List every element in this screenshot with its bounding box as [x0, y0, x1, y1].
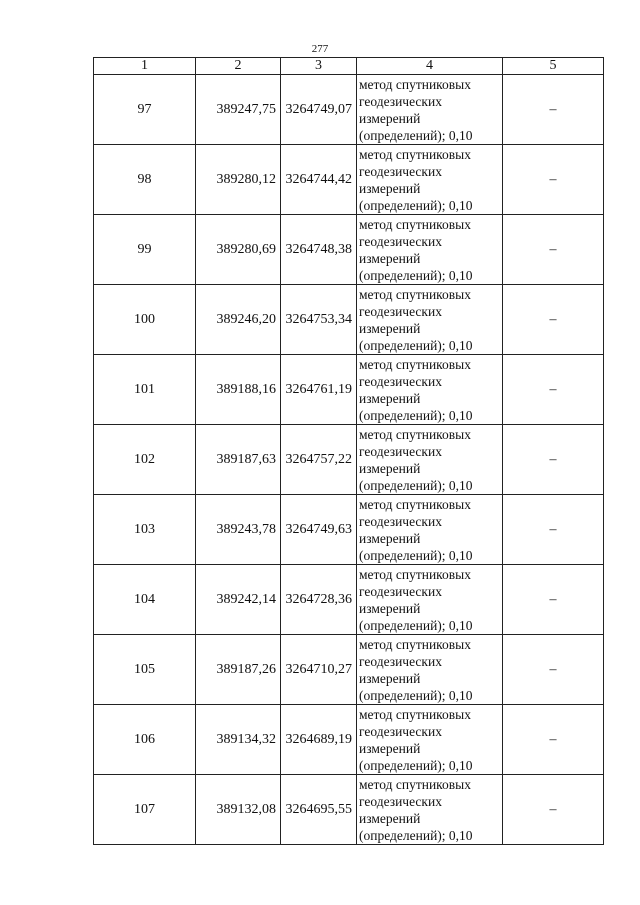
column-5-cell: – [503, 285, 604, 355]
method-cell [357, 75, 503, 145]
y-coordinate-cell: 3264749,07 [281, 75, 357, 145]
x-coordinate-cell: 389187,26 [196, 635, 281, 705]
x-coordinate-cell: 389243,78 [196, 495, 281, 565]
method-line-2: геодезических [359, 793, 442, 809]
method-line-1: метод спутниковых [359, 286, 471, 302]
method-line-1: метод спутниковых [359, 706, 471, 722]
method-line-4: (определений); 0,10 [359, 617, 473, 633]
method-line-3: измерений [359, 670, 421, 686]
method-line-3: измерений [359, 180, 421, 196]
y-coordinate-cell: 3264761,19 [281, 355, 357, 425]
y-coordinate-cell: 3264749,63 [281, 495, 357, 565]
method-line-4: (определений); 0,10 [359, 687, 473, 703]
method-cell [357, 425, 503, 495]
method-cell [357, 635, 503, 705]
method-line-3: измерений [359, 530, 421, 546]
method-line-3: измерений [359, 810, 421, 826]
x-coordinate-cell: 389247,75 [196, 75, 281, 145]
method-cell [357, 145, 503, 215]
method-line-4: (определений); 0,10 [359, 757, 473, 773]
method-line-2: геодезических [359, 513, 442, 529]
point-number-cell: 106 [94, 705, 196, 775]
table-row [94, 635, 604, 705]
column-5-cell: – [503, 635, 604, 705]
table-row [94, 355, 604, 425]
method-cell [357, 705, 503, 775]
x-coordinate-cell: 389134,32 [196, 705, 281, 775]
point-number-cell: 99 [94, 215, 196, 285]
method-line-1: метод спутниковых [359, 216, 471, 232]
method-cell [357, 285, 503, 355]
header-col-1: 1 [94, 58, 196, 75]
point-number-cell: 104 [94, 565, 196, 635]
method-cell [357, 495, 503, 565]
method-cell [357, 355, 503, 425]
method-line-3: измерений [359, 320, 421, 336]
method-line-1: метод спутниковых [359, 356, 471, 372]
point-number-cell: 107 [94, 775, 196, 845]
y-coordinate-cell: 3264753,34 [281, 285, 357, 355]
y-coordinate-cell: 3264748,38 [281, 215, 357, 285]
x-coordinate-cell: 389188,16 [196, 355, 281, 425]
header-col-5: 5 [503, 58, 604, 75]
method-line-2: геодезических [359, 233, 442, 249]
table-body [94, 75, 604, 845]
y-coordinate-cell: 3264710,27 [281, 635, 357, 705]
point-number-cell: 97 [94, 75, 196, 145]
column-5-cell: – [503, 495, 604, 565]
method-cell [357, 565, 503, 635]
method-line-4: (определений); 0,10 [359, 827, 473, 843]
method-line-2: геодезических [359, 93, 442, 109]
x-coordinate-cell: 389132,08 [196, 775, 281, 845]
point-number-cell: 98 [94, 145, 196, 215]
method-line-4: (определений); 0,10 [359, 267, 473, 283]
method-line-4: (определений); 0,10 [359, 477, 473, 493]
column-5-cell: – [503, 705, 604, 775]
method-cell [357, 215, 503, 285]
method-line-3: измерений [359, 390, 421, 406]
method-line-3: измерений [359, 740, 421, 756]
method-line-1: метод спутниковых [359, 566, 471, 582]
table-row [94, 775, 604, 845]
table-row [94, 145, 604, 215]
point-number-cell: 105 [94, 635, 196, 705]
method-line-3: измерений [359, 110, 421, 126]
column-5-cell: – [503, 145, 604, 215]
column-5-cell: – [503, 215, 604, 285]
method-line-4: (определений); 0,10 [359, 197, 473, 213]
header-row [94, 58, 604, 75]
table-row [94, 565, 604, 635]
coordinates-table [93, 57, 604, 845]
table-row [94, 425, 604, 495]
method-line-3: измерений [359, 600, 421, 616]
method-line-1: метод спутниковых [359, 76, 471, 92]
method-line-4: (определений); 0,10 [359, 407, 473, 423]
method-line-1: метод спутниковых [359, 146, 471, 162]
table-header [94, 58, 604, 75]
column-5-cell: – [503, 75, 604, 145]
method-line-1: метод спутниковых [359, 636, 471, 652]
method-line-2: геодезических [359, 723, 442, 739]
x-coordinate-cell: 389242,14 [196, 565, 281, 635]
method-line-2: геодезических [359, 653, 442, 669]
column-5-cell: – [503, 355, 604, 425]
method-cell [357, 775, 503, 845]
point-number-cell: 103 [94, 495, 196, 565]
method-line-2: геодезических [359, 303, 442, 319]
header-col-3: 3 [281, 58, 357, 75]
table-row [94, 495, 604, 565]
method-line-1: метод спутниковых [359, 426, 471, 442]
table-row [94, 215, 604, 285]
column-5-cell: – [503, 425, 604, 495]
method-line-2: геодезических [359, 443, 442, 459]
method-line-3: измерений [359, 460, 421, 476]
point-number-cell: 102 [94, 425, 196, 495]
table-row [94, 285, 604, 355]
x-coordinate-cell: 389187,63 [196, 425, 281, 495]
method-line-2: геодезических [359, 583, 442, 599]
page-number: 277 [311, 43, 329, 55]
method-line-1: метод спутниковых [359, 496, 471, 512]
method-line-4: (определений); 0,10 [359, 547, 473, 563]
method-line-2: геодезических [359, 373, 442, 389]
point-number-cell: 100 [94, 285, 196, 355]
y-coordinate-cell: 3264757,22 [281, 425, 357, 495]
x-coordinate-cell: 389246,20 [196, 285, 281, 355]
point-number-cell: 101 [94, 355, 196, 425]
method-line-4: (определений); 0,10 [359, 127, 473, 143]
method-line-2: геодезических [359, 163, 442, 179]
y-coordinate-cell: 3264695,55 [281, 775, 357, 845]
column-5-cell: – [503, 565, 604, 635]
table-row [94, 75, 604, 145]
y-coordinate-cell: 3264689,19 [281, 705, 357, 775]
header-col-2: 2 [196, 58, 281, 75]
x-coordinate-cell: 389280,69 [196, 215, 281, 285]
y-coordinate-cell: 3264744,42 [281, 145, 357, 215]
column-5-cell: – [503, 775, 604, 845]
method-line-1: метод спутниковых [359, 776, 471, 792]
table-row [94, 705, 604, 775]
y-coordinate-cell: 3264728,36 [281, 565, 357, 635]
header-col-4: 4 [357, 58, 503, 75]
x-coordinate-cell: 389280,12 [196, 145, 281, 215]
method-line-4: (определений); 0,10 [359, 337, 473, 353]
method-line-3: измерений [359, 250, 421, 266]
